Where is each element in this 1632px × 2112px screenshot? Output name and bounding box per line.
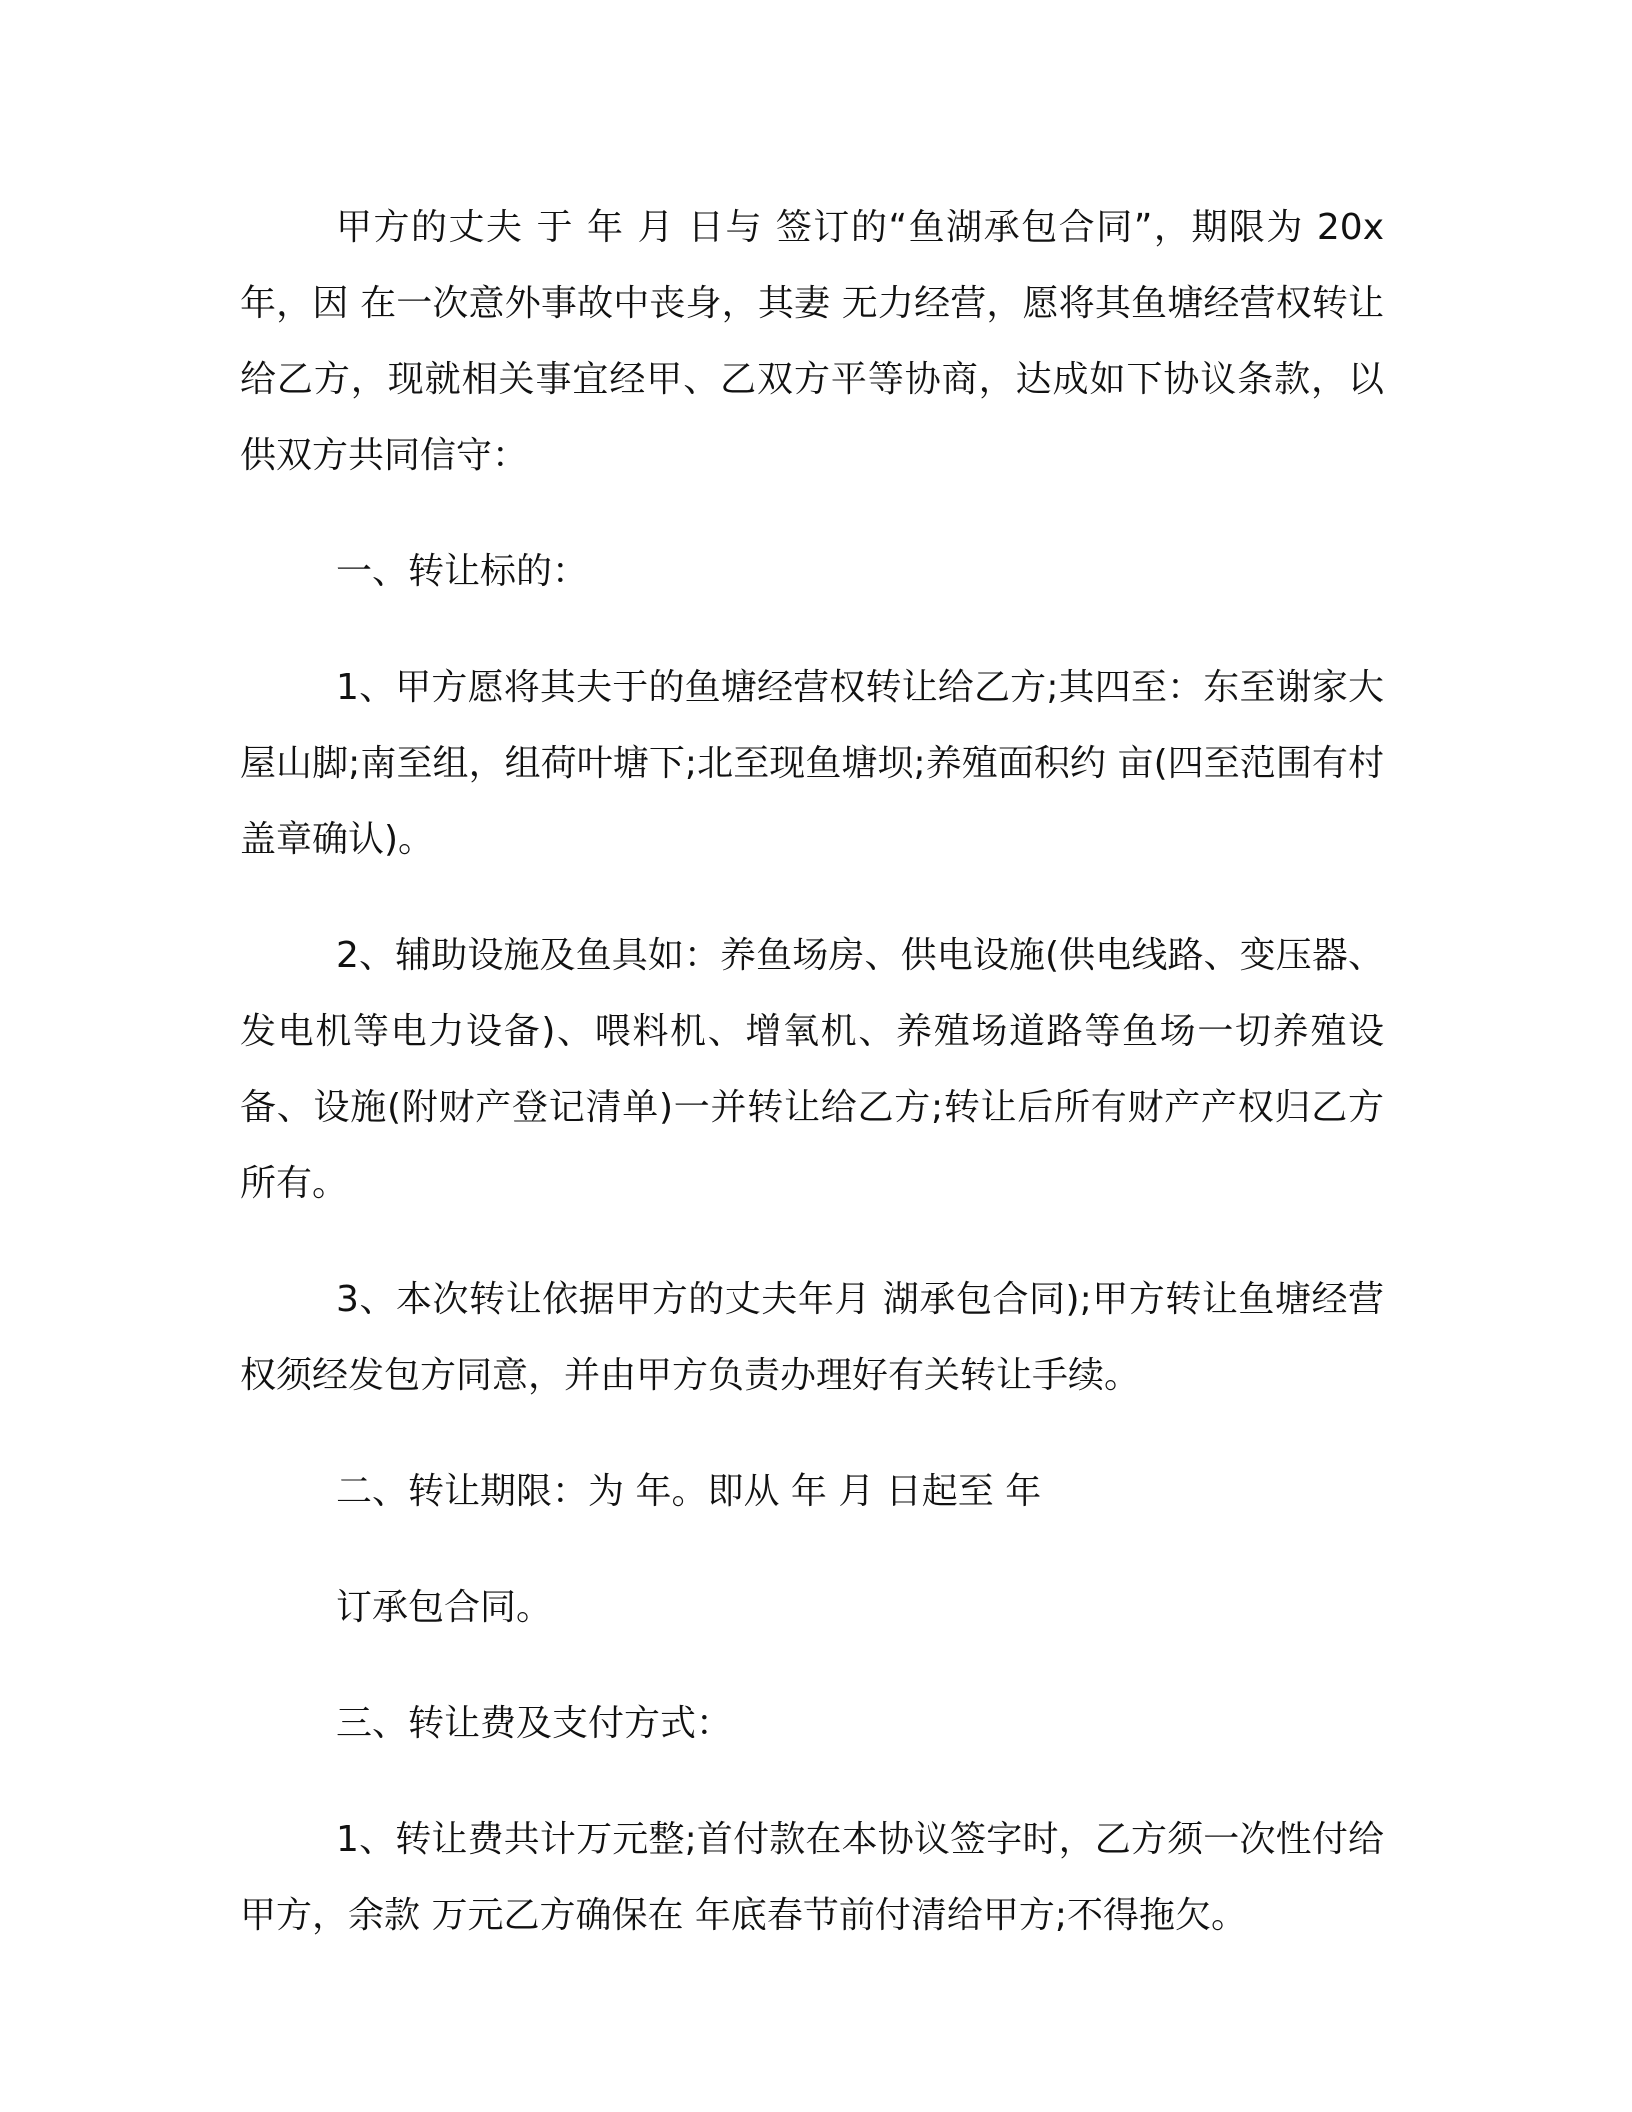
clause-1-2: 2、辅助设施及鱼具如：养鱼场房、供电设施(供电线路、变压器、发电机等电力设备)、喂料机、增氧机、养殖场道路等鱼场一切养殖设备、设施(附财产登记清单)一并转让给乙方;转让后所有财产产权归乙方所有。 — [240, 935, 1384, 1204]
intro-paragraph: 甲方的丈夫 于 年 月 日与 签订的“鱼湖承包合同”，期限为 20x 年，因 在一次意外事故中丧身，其妻 无力经营，愿将其鱼塘经营权转让给乙方，现就相关事宜经甲、乙双方平等协商，达成如下协议条款，以供双方共同信守： — [240, 207, 1384, 476]
document-body — [240, 190, 1384, 1994]
section-heading-transfer-fee: 三、转让费及支付方式： — [336, 1703, 733, 1744]
clause-3-1: 1、转让费共计万元整;首付款在本协议签字时，乙方须一次性付给甲方，余款 万元乙方确保在 年底春节前付清给甲方;不得拖欠。 — [240, 1819, 1384, 1936]
term-continuation: 订承包合同。 — [336, 1587, 553, 1628]
clause-1-3: 3、本次转让依据甲方的丈夫年月 湖承包合同);甲方转让鱼塘经营权须经发包方同意，并由甲方负责办理好有关转让手续。 — [240, 1279, 1384, 1396]
section-heading-transfer-term: 二、转让期限：为 年。即从 年 月 日起至 年 — [336, 1471, 1042, 1512]
clause-1-1: 1、甲方愿将其夫于的鱼塘经营权转让给乙方;其四至：东至谢家大屋山脚;南至组，组荷叶塘下;北至现鱼塘坝;养殖面积约 亩(四至范围有村盖章确认)。 — [240, 667, 1384, 860]
section-heading-transfer-subject: 一、转让标的： — [336, 551, 589, 592]
